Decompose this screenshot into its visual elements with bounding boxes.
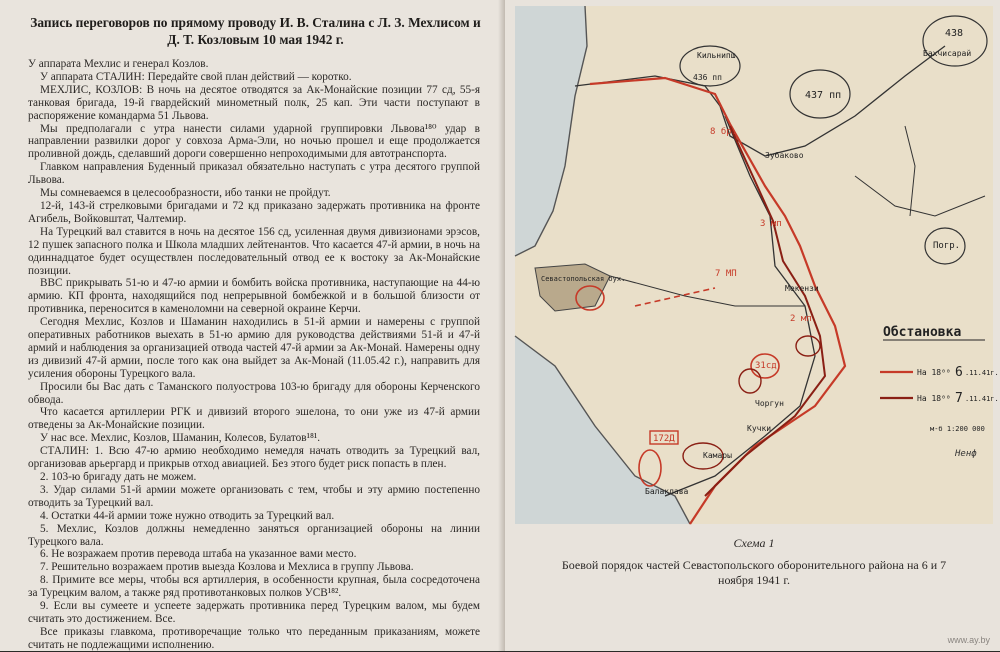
body-paragraph: СТАЛИН: 1. Всю 47-ю армию необходимо немедля начать отводить за Турецкий вал, организовав арьергард и прикрыв отход авиацией. Без этого будет риск попасть в плен. xyxy=(28,445,480,471)
map-scale: м-б 1:200 000 xyxy=(930,425,985,433)
body-paragraph: 3. Удар силами 51-й армии можете организовать с тем, чтобы и эту армию постепенно отводить за Турецкий вал. xyxy=(28,483,480,509)
body-paragraph: Главком направления Буденный приказал обязательно наступать с утра десятого группой Львова. xyxy=(28,161,480,187)
body-paragraph: Просили бы Вас дать с Таманского полуострова 103-ю бригаду для обороны Керченского обвода. xyxy=(28,380,480,406)
map-label-436: 436 пп xyxy=(693,73,722,82)
document-title: Запись переговоров по прямому проводу И. В. Сталина с Л. З. Мехлисом и Д. Т. Козловым 10 мая 1942 г. xyxy=(30,15,481,47)
document-body xyxy=(28,58,480,652)
legend-2-prefix: На 18⁰⁰ xyxy=(917,394,951,403)
body-paragraph: Мы сомневаемся в целесообразности, ибо танки не пройдут. xyxy=(40,187,331,200)
map-label-172: 172Д xyxy=(653,434,675,444)
map-label-3mp: 3 мп xyxy=(760,219,782,229)
body-paragraph: МЕХЛИС, КОЗЛОВ: В ночь на десятое отводятся за Ак-Монайские позиции 77 сд, 55-я танковая бригада, 19-й гвардейский минометный полк, 25 кап. Эти части поступают в распоряжение командарма 51 Львова. xyxy=(28,83,480,122)
body-paragraph: 5. Мехлис, Козлов должны немедленно заняться организацией обороны на линии Турецкого вала. xyxy=(28,522,480,548)
right-page xyxy=(505,0,1000,651)
body-paragraph: 2. 103-ю бригаду дать не можем. xyxy=(40,471,197,483)
watermark: www.ay.by xyxy=(947,635,990,645)
body-paragraph: 12-й, 143-й стрелковыми бригадами и 72 кд приказано задержать противника на фронте Агибель, Войковштат, Чалтемир. xyxy=(28,199,480,225)
body-paragraph: У аппарата СТАЛИН: Передайте свой план действий — коротко. xyxy=(40,70,352,83)
legend-2-date: 7 xyxy=(955,391,963,406)
body-paragraph: Все приказы главкома, противоречащие только что переданным приказаниям, можете считать не подлежащими исполнению. xyxy=(28,625,480,651)
map-label-kuchki: Кучки xyxy=(747,424,772,433)
body-paragraph: ВВС прикрывать 51-ю и 47-ю армии и бомбить войска противника, наступающие на 44-ю армию. КП фронта, находящийся под непрерывной бомбежкой и в большой близости от противника, переносится в каменоломни на северной окраине Керчи. xyxy=(28,277,480,316)
map-label-zubakovo: Зубаково xyxy=(765,151,804,160)
map-label-438: 438 xyxy=(945,28,964,39)
battle-map xyxy=(515,6,999,524)
legend-2-month: .11.41г. xyxy=(965,395,999,403)
body-paragraph: На Турецкий вал ставится в ночь на десятое 156 сд, усиленная двумя дивизионами эрэсов, 12 пушек запасного полка и Школа младших лейтенантов. Что касается 47-й армии, в ночь на одиннадцатое будет осуществлен последовательный отвод ее к востоку за Ак-Монайские позиции. xyxy=(28,225,480,277)
map-label-kamary: Камары xyxy=(703,451,732,460)
body-paragraph: 7. Решительно возражаем против выезда Козлова и Мехлиса в группу Львова. xyxy=(40,561,414,574)
body-paragraph: 8. Примите все меры, чтобы вся артиллерия, в особенности крупная, была сосредоточена за Турецким валом, а также ряд противотанковых полков УСВ¹⁸². xyxy=(28,574,480,600)
body-paragraph: 9. Если вы сумеете и успеете задержать противника перед Турецким валом, мы будем считать это достижением. Все. xyxy=(28,600,480,625)
figure-caption: Боевой порядок частей Севастопольского оборонительного района на 6 и 7 ноября 1941 г. xyxy=(561,558,947,587)
body-paragraph: 6. Не возражаем против перевода штаба на указанное вами место. xyxy=(40,548,357,561)
map-label-chorgun: Чоргун xyxy=(755,399,784,408)
body-paragraph: У аппарата Мехлис и генерал Козлов. xyxy=(28,58,209,70)
body-paragraph: Мы предполагали с утра нанести силами ударной группировки Львова¹⁸⁰ удар в направлении развилки дорог у совхоза Арма-Эли, но ночью прошел и еще продолжается проливной дождь, сделавший дороги совершенно непроходимыми для автотранспорта. xyxy=(28,122,480,161)
map-label-bakhchi: Бахчисарай xyxy=(923,49,972,58)
map-signature: Ненф xyxy=(955,449,977,459)
body-paragraph: 4. Остатки 44-й армии тоже нужно отводить за Турецкий вал. xyxy=(40,509,335,522)
legend-1-prefix: На 18⁰⁰ xyxy=(917,368,951,377)
map-label-7mp: 7 МП xyxy=(715,269,737,279)
legend-title: Обстановка xyxy=(883,325,962,340)
map-label-balaklava: Балаклава xyxy=(645,487,689,496)
map-label-437: 437 пп xyxy=(805,90,842,101)
map-label-2mp: 2 мп xyxy=(790,314,812,324)
body-paragraph: Что касается артиллерии РГК и дивизий второго эшелона, то они уже из 47-й армии отведены за Ак-Монайские позиции. xyxy=(28,406,480,432)
map-label-kilen: Кильнипш xyxy=(697,51,736,60)
map-label-8br: 8 бр. xyxy=(710,127,738,137)
map-label-mekenzi: Мекензи xyxy=(785,284,819,293)
legend-1-month: .11.41г. xyxy=(965,369,999,377)
figure-label: Схема 1 xyxy=(733,536,775,550)
legend-1-date: 6 xyxy=(955,365,963,380)
body-paragraph: У нас все. Мехлис, Козлов, Шаманин, Колесов, Булатов¹⁸¹. xyxy=(40,432,321,445)
body-paragraph: Сегодня Мехлис, Козлов и Шаманин находились в 51-й армии и намерены с группой оперативных работников выехать в 51-ю армию для руководства действиями 51-й и 47-й армий и наблюдения за организацией отвода частей 47-й армии за Ак-Монай. Намерены одну из дивизий 47-й армии, после того как она выйдет за Ак-Монай (11.05.42 г.), направить для усиления обороны Турецкого вала. xyxy=(28,316,480,380)
map-label-sevastopol: Севастопольская бух. xyxy=(541,275,626,283)
map-label-pogr: Погр. xyxy=(933,241,961,251)
map-label-31: 31сд xyxy=(755,361,777,371)
